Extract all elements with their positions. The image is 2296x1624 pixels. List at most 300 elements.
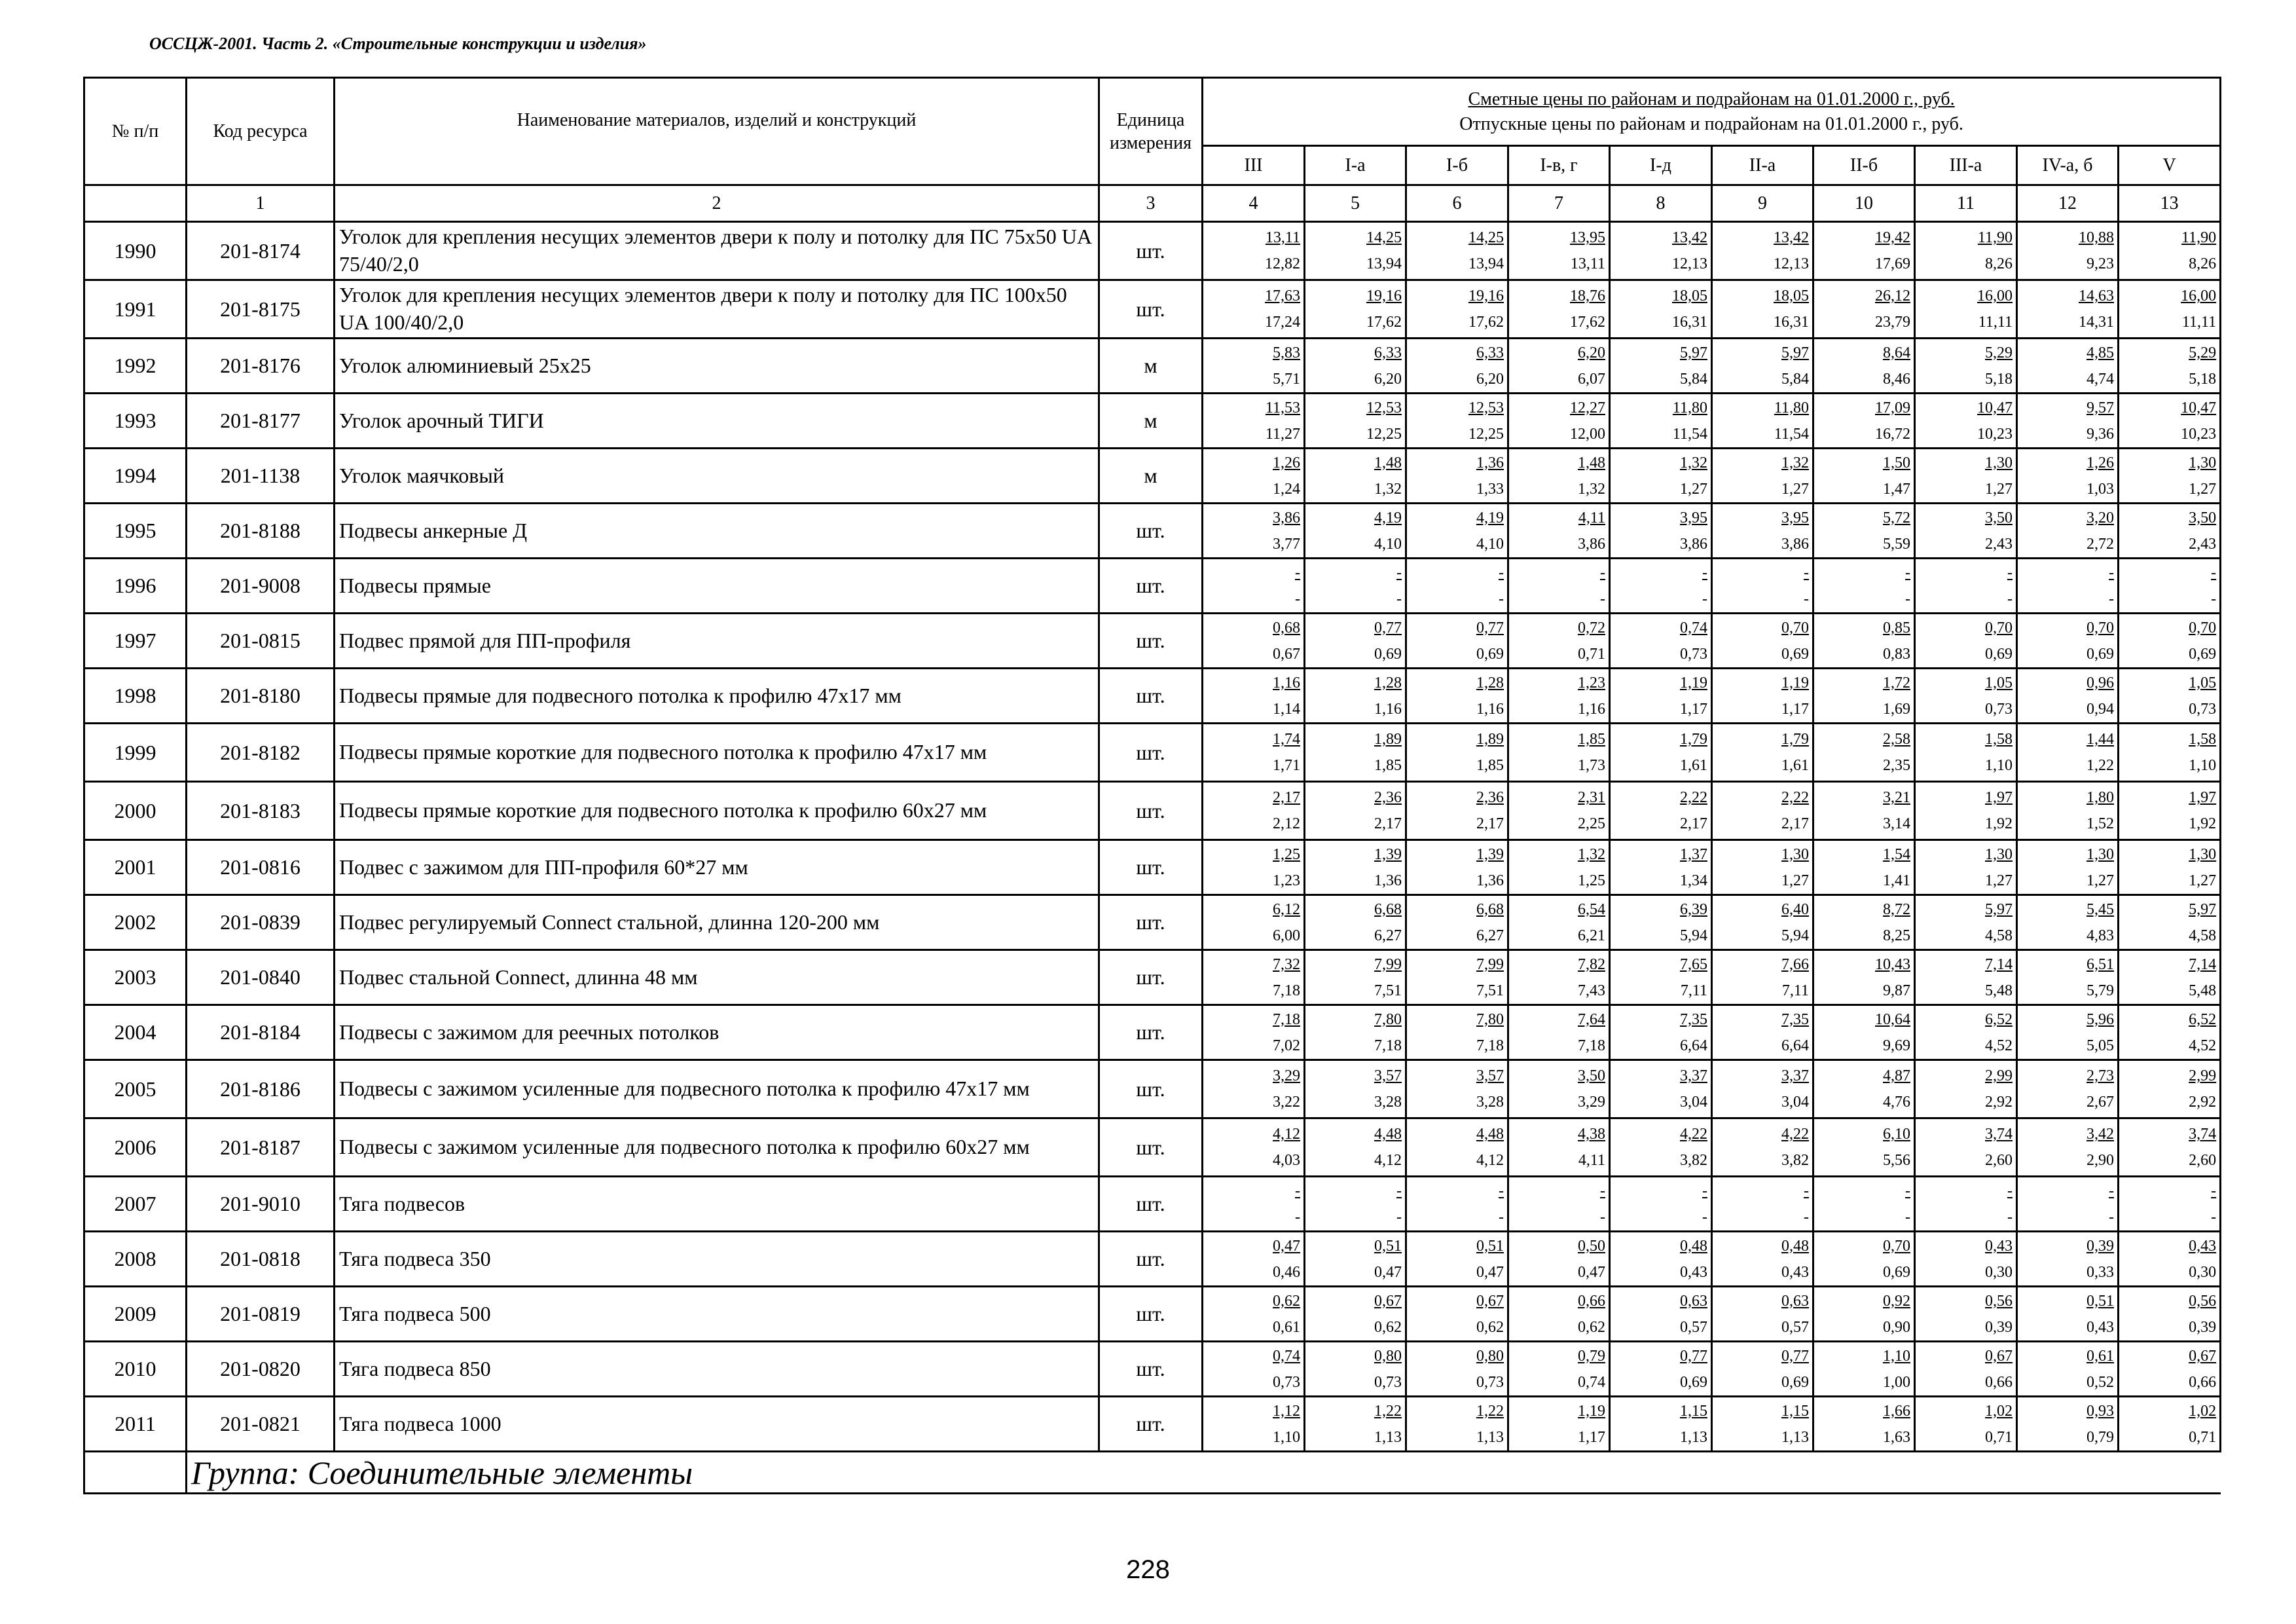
price-cell [1508,950,1610,1005]
estimate-price: 6,52 [2189,1010,2217,1028]
release-price: 2,72 [2086,535,2114,553]
unit-of-measure: шт. [1099,724,1203,782]
release-price: 5,84 [1781,370,1809,388]
estimate-price: - [1804,1182,1809,1200]
price-cell [1406,724,1508,782]
table-row [84,280,2221,339]
release-price: 2,43 [1985,535,2013,553]
estimate-price: - [1396,564,1402,581]
price-cell [1813,950,1915,1005]
table-row [84,222,2221,280]
release-price: 4,58 [1985,927,2013,944]
resource-code: 201-8184 [187,1005,335,1060]
release-price: - [2211,590,2217,608]
estimate-price: 11,80 [1672,399,1707,416]
release-price: 4,03 [1273,1152,1300,1169]
row-number: 1991 [84,280,187,339]
release-price: 16,31 [1774,314,1809,331]
resource-code: 201-8187 [187,1118,335,1177]
resource-code: 201-8177 [187,394,335,449]
estimate-price: 14,63 [2079,287,2114,304]
release-price: 0,43 [1781,1263,1809,1281]
resource-code: 201-0820 [187,1342,335,1397]
price-cell [2119,669,2221,724]
release-price: 5,94 [1680,927,1707,944]
estimate-price: 2,17 [1273,789,1300,806]
price-cell [1915,1060,2017,1118]
estimate-price: 3,57 [1476,1067,1504,1084]
estimate-price: 8,64 [1883,344,1910,361]
price-cell [1508,1118,1610,1177]
price-cell [1610,1177,1712,1232]
price-cell [2017,1177,2119,1232]
unit-of-measure: шт. [1099,1060,1203,1118]
estimate-price: 2,22 [1680,789,1707,806]
material-name: Подвес прямой для ПП-профиля [335,614,1099,669]
release-price: 1,13 [1680,1428,1707,1446]
release-price: 1,00 [1883,1373,1910,1391]
price-cell [1406,1060,1508,1118]
price-cell [1813,840,1915,895]
release-price: 7,18 [1476,1037,1504,1054]
release-price: 3,14 [1883,815,1910,832]
unit-of-measure: шт. [1099,895,1203,950]
release-price: 2,17 [1374,815,1402,832]
estimate-price: - [1600,564,1605,581]
estimate-price: 0,63 [1680,1292,1707,1310]
price-cell [2119,724,2221,782]
release-price: 12,13 [1774,255,1809,272]
prices-caption-estimate: Сметные цены по районам и подрайонам на 01.01.2000 г., руб. [1468,88,1955,109]
estimate-price: 4,19 [1374,509,1402,526]
price-cell [1508,1232,1610,1287]
estimate-price: 3,20 [2086,509,2114,526]
price-cell [1305,1232,1406,1287]
row-number: 1998 [84,669,187,724]
estimate-price: 12,27 [1570,399,1605,416]
estimate-price: 4,48 [1476,1126,1504,1143]
release-price: - [1295,1208,1300,1226]
release-price: 0,73 [2189,700,2217,718]
release-price: 0,52 [2086,1373,2114,1391]
estimate-price: 1,89 [1374,731,1402,748]
release-price: 4,76 [1883,1094,1910,1111]
price-cell [1915,339,2017,394]
estimate-price: 1,32 [1578,845,1605,863]
estimate-price: 2,36 [1374,789,1402,806]
table-row [84,1177,2221,1232]
price-cell [2119,950,2221,1005]
estimate-price: 1,32 [1781,454,1809,471]
row-number: 2006 [84,1118,187,1177]
price-cell [1203,1177,1305,1232]
estimate-price: 6,68 [1476,900,1504,918]
release-price: 0,73 [1374,1373,1402,1391]
price-table [83,77,2221,1494]
estimate-price: 6,54 [1578,900,1605,918]
unit-of-measure: шт. [1099,950,1203,1005]
price-cell [1610,950,1712,1005]
column-number: 5 [1305,185,1406,222]
price-cell [1813,1177,1915,1232]
estimate-price: 3,95 [1781,509,1809,526]
release-price: 9,69 [1883,1037,1910,1054]
release-price: 1,27 [1781,872,1809,889]
material-name: Уголок маячковый [335,449,1099,504]
price-cell [1610,504,1712,559]
row-number: 1999 [84,724,187,782]
price-cell [1406,222,1508,280]
price-cell [1915,669,2017,724]
price-cell [1203,895,1305,950]
estimate-price: 1,89 [1476,731,1504,748]
release-price: 2,17 [1781,815,1809,832]
estimate-price: 1,19 [1578,1402,1605,1420]
release-price: - [1905,1208,1910,1226]
price-cell [1915,504,2017,559]
unit-of-measure: шт. [1099,840,1203,895]
estimate-price: 1,58 [1985,731,2013,748]
material-name: Подвес стальной Connect, длинна 48 мм [335,950,1099,1005]
material-name: Тяга подвеса 1000 [335,1397,1099,1452]
estimate-price: - [1804,564,1809,581]
estimate-price: - [1295,1182,1300,1200]
unit-of-measure: м [1099,339,1203,394]
release-price: 6,64 [1781,1037,1809,1054]
estimate-price: 3,95 [1680,509,1707,526]
header-unit [1099,78,1203,185]
price-cell [1712,840,1813,895]
price-cell [2017,559,2119,614]
release-price: 1,27 [1781,480,1809,498]
estimate-price: 0,67 [1985,1347,2013,1365]
table-row [84,1118,2221,1177]
release-price: 7,51 [1476,982,1504,999]
price-cell [1203,280,1305,339]
release-price: 11,11 [2181,314,2217,331]
estimate-price: 0,48 [1781,1237,1809,1255]
release-price: 0,69 [1883,1263,1910,1281]
price-cell [1712,1005,1813,1060]
price-cell [2119,1177,2221,1232]
price-cell [1305,280,1406,339]
estimate-price: 11,80 [1774,399,1809,416]
table-row [84,394,2221,449]
estimate-price: 6,33 [1476,344,1504,361]
unit-of-measure: шт. [1099,1118,1203,1177]
price-cell [1508,782,1610,840]
price-cell [1203,840,1305,895]
row-number: 1996 [84,559,187,614]
estimate-price: 0,62 [1273,1292,1300,1310]
region-header: III [1203,146,1305,185]
estimate-price: 0,63 [1781,1292,1809,1310]
release-price: 8,25 [1883,927,1910,944]
estimate-price: 7,18 [1273,1010,1300,1028]
price-cell [1813,782,1915,840]
estimate-price: 7,32 [1273,955,1300,973]
price-cell [1508,504,1610,559]
price-cell [1203,1232,1305,1287]
release-price: 4,52 [2189,1037,2217,1054]
estimate-price: - [1702,1182,1707,1200]
price-cell [1406,1232,1508,1287]
release-price: 7,11 [1680,982,1707,999]
price-cell [1406,1005,1508,1060]
release-price: 10,23 [1977,425,2013,443]
release-price: - [1295,590,1300,608]
column-number: 13 [2119,185,2221,222]
release-price: 5,18 [1985,370,2013,388]
material-name: Подвесы прямые [335,559,1099,614]
estimate-price: - [1702,564,1707,581]
price-cell [1813,1397,1915,1452]
release-price: 7,02 [1273,1037,1300,1054]
material-name: Уголок для крепления несущих элементов двери к полу и потолку для ПС 75х50 UA 75/40/2,0 [335,222,1099,280]
estimate-price: 0,56 [2189,1292,2217,1310]
price-cell [1203,504,1305,559]
estimate-price: 1,02 [2189,1402,2217,1420]
price-cell [1610,559,1712,614]
price-cell [2017,449,2119,504]
estimate-price: 17,63 [1265,287,1300,304]
estimate-price: 4,85 [2086,344,2114,361]
price-cell [1305,669,1406,724]
release-price: 3,86 [1578,535,1605,553]
release-price: 2,60 [2189,1152,2217,1169]
release-price: 1,10 [1985,757,2013,774]
resource-code: 201-0819 [187,1287,335,1342]
release-price: 16,31 [1672,314,1707,331]
price-cell [1406,449,1508,504]
release-price: 4,10 [1374,535,1402,553]
price-cell [1406,1287,1508,1342]
estimate-price: 3,74 [1985,1126,2013,1143]
estimate-price: 6,20 [1578,344,1605,361]
release-price: 2,12 [1273,815,1300,832]
release-price: 0,66 [2189,1373,2217,1391]
group-row-spacer [84,1452,187,1494]
release-price: 0,74 [1578,1373,1605,1391]
price-cell [1813,1005,1915,1060]
estimate-price: 0,67 [1374,1292,1402,1310]
release-price: - [1702,590,1707,608]
price-cell [1915,1005,2017,1060]
release-price: 0,90 [1883,1318,1910,1336]
price-cell [2119,895,2221,950]
header-unit-text: Единица измерения [1109,109,1192,153]
estimate-price: 1,30 [1985,845,2013,863]
estimate-price: 0,93 [2086,1402,2114,1420]
estimate-price: 5,97 [2189,900,2217,918]
price-cell [1508,394,1610,449]
estimate-price: - [2007,564,2013,581]
price-cell [1203,1287,1305,1342]
estimate-price: 1,12 [1273,1402,1300,1420]
release-price: 17,24 [1265,314,1300,331]
estimate-price: 13,42 [1774,229,1809,246]
column-number: 1 [187,185,335,222]
estimate-price: 1,30 [2189,845,2217,863]
estimate-price: 1,79 [1781,731,1809,748]
price-cell [1203,1005,1305,1060]
price-cell [1305,614,1406,669]
price-cell [1406,1342,1508,1397]
material-name: Тяга подвеса 850 [335,1342,1099,1397]
estimate-price: 1,39 [1374,845,1402,863]
estimate-price: 3,50 [1578,1067,1605,1084]
release-price: 17,62 [1468,314,1504,331]
release-price: 0,94 [2086,700,2114,718]
release-price: 1,03 [2086,480,2114,498]
price-cell [2017,394,2119,449]
estimate-price: 1,48 [1374,454,1402,471]
table-row [84,724,2221,782]
estimate-price: 3,74 [2189,1126,2217,1143]
row-number: 2004 [84,1005,187,1060]
release-price: 7,51 [1374,982,1402,999]
price-cell [2017,895,2119,950]
estimate-price: - [2211,1182,2217,1200]
release-price: 4,83 [2086,927,2114,944]
material-name: Подвес регулируемый Connect стальной, длинна 120-200 мм [335,895,1099,950]
table-row [84,504,2221,559]
table-row [84,1005,2221,1060]
estimate-price: 1,23 [1578,674,1605,692]
price-cell [1813,669,1915,724]
estimate-price: 1,50 [1883,454,1910,471]
price-cell [1813,1060,1915,1118]
material-name: Подвесы прямые для подвесного потолка к профилю 47х17 мм [335,669,1099,724]
price-cell [2119,504,2221,559]
estimate-price: 6,10 [1883,1126,1910,1143]
release-price: 1,17 [1781,700,1809,718]
price-cell [2017,669,2119,724]
price-cell [1712,449,1813,504]
release-price: 5,05 [2086,1037,2114,1054]
release-price: 2,67 [2086,1094,2114,1111]
price-cell [1712,1118,1813,1177]
price-cell [1813,614,1915,669]
price-cell [1610,1342,1712,1397]
price-cell [1712,222,1813,280]
release-price: 0,73 [1680,645,1707,663]
estimate-price: 0,67 [1476,1292,1504,1310]
price-cell [1305,1005,1406,1060]
release-price: 6,20 [1476,370,1504,388]
release-price: 9,87 [1883,982,1910,999]
resource-code: 201-8176 [187,339,335,394]
price-cell [1305,1397,1406,1452]
release-price: 1,27 [2189,872,2217,889]
row-number: 1993 [84,394,187,449]
price-cell [2119,1287,2221,1342]
resource-code: 201-0840 [187,950,335,1005]
estimate-price: - [2211,564,2217,581]
resource-code: 201-8186 [187,1060,335,1118]
estimate-price: 5,29 [1985,344,2013,361]
unit-of-measure: шт. [1099,782,1203,840]
price-cell [1406,504,1508,559]
price-cell [1712,280,1813,339]
resource-code: 201-8180 [187,669,335,724]
price-cell [1915,1232,2017,1287]
release-price: 5,48 [1985,982,2013,999]
price-cell [1406,782,1508,840]
price-cell [1610,1005,1712,1060]
price-cell [1915,449,2017,504]
estimate-price: 0,39 [2086,1237,2114,1255]
estimate-price: 7,64 [1578,1010,1605,1028]
release-price: - [1396,1208,1402,1226]
price-cell [1203,669,1305,724]
release-price: 2,92 [2189,1094,2217,1111]
price-cell [2119,559,2221,614]
price-cell [1508,1397,1610,1452]
release-price: 3,82 [1680,1152,1707,1169]
price-cell [1203,449,1305,504]
release-price: 1,23 [1273,872,1300,889]
price-cell [1305,1060,1406,1118]
price-cell [1508,724,1610,782]
price-cell [2017,222,2119,280]
material-name: Уголок арочный ТИГИ [335,394,1099,449]
release-price: 0,79 [2086,1428,2114,1446]
estimate-price: 13,95 [1570,229,1605,246]
estimate-price: 13,11 [1265,229,1300,246]
estimate-price: 18,05 [1774,287,1809,304]
row-number: 2008 [84,1232,187,1287]
price-cell [1305,950,1406,1005]
resource-code: 201-8183 [187,782,335,840]
estimate-price: - [1905,1182,1910,1200]
estimate-price: 1,30 [1781,845,1809,863]
table-row [84,1060,2221,1118]
release-price: 0,69 [1476,645,1504,663]
unit-of-measure: шт. [1099,1397,1203,1452]
price-cell [2119,782,2221,840]
estimate-price: 7,82 [1578,955,1605,973]
estimate-price: 3,50 [1985,509,2013,526]
estimate-price: 6,52 [1985,1010,2013,1028]
price-cell [1610,895,1712,950]
price-cell [2017,1397,2119,1452]
material-name: Уголок алюминиевый 25х25 [335,339,1099,394]
estimate-price: 1,44 [2086,731,2114,748]
table-row [84,1342,2221,1397]
estimate-price: 5,45 [2086,900,2114,918]
release-price: 3,82 [1781,1152,1809,1169]
release-price: 1,85 [1374,757,1402,774]
release-price: 2,17 [1476,815,1504,832]
price-cell [1406,1177,1508,1232]
prices-caption-release: Отпускные цены по районам и подрайонам на 01.01.2000 г., руб. [1459,113,1963,134]
row-number: 2007 [84,1177,187,1232]
price-cell [1508,222,1610,280]
estimate-price: - [1600,1182,1605,1200]
release-price: 17,69 [1875,255,1910,272]
estimate-price: 5,97 [1985,900,2013,918]
release-price: - [2007,1208,2013,1226]
price-cell [2119,1118,2221,1177]
release-price: 0,73 [1273,1373,1300,1391]
resource-code: 201-8182 [187,724,335,782]
unit-of-measure: шт. [1099,222,1203,280]
table-row [84,782,2221,840]
price-cell [1712,1060,1813,1118]
price-cell [1508,559,1610,614]
release-price: 7,11 [1781,982,1809,999]
